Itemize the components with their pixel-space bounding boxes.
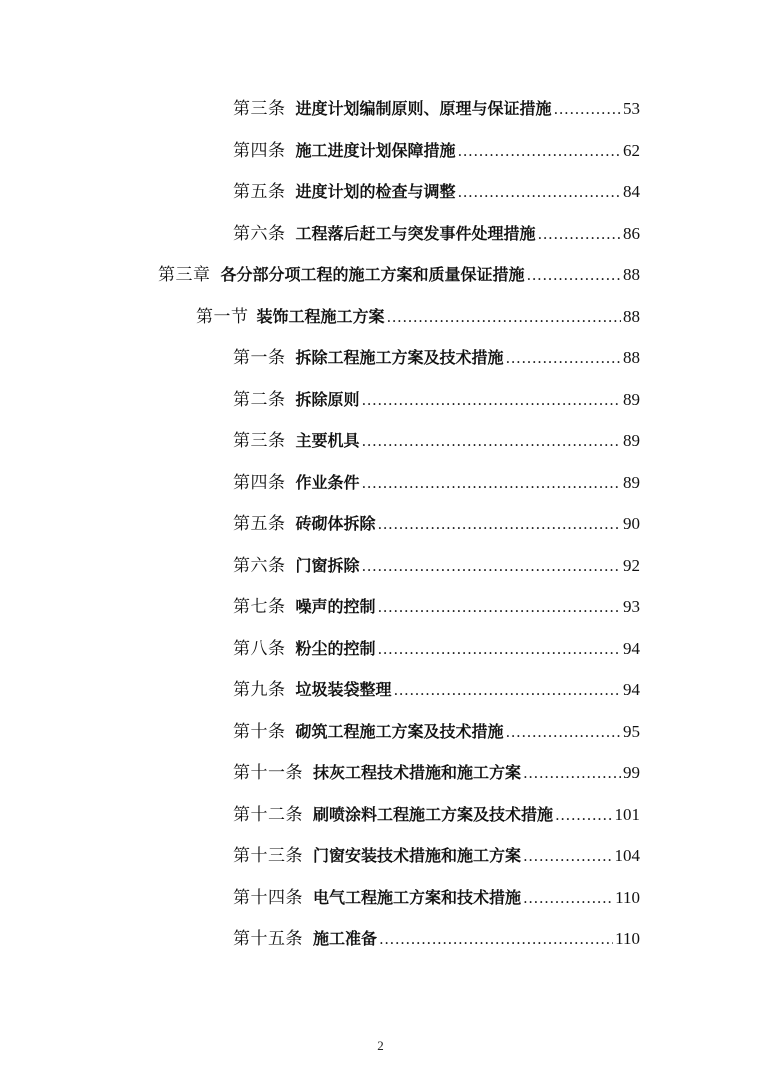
toc-entry[interactable] <box>233 717 640 747</box>
toc-dot-leader <box>387 302 621 332</box>
toc-entry[interactable] <box>233 385 640 415</box>
toc-dot-leader <box>527 260 621 290</box>
page-number: 2 <box>377 1038 384 1053</box>
toc-entry-label: 第五条 <box>233 514 286 534</box>
toc-dot-leader <box>378 634 621 664</box>
toc-entry-title: 刷喷涂料工程施工方案及技术措施 <box>313 805 554 824</box>
toc-entry-label: 第十四条 <box>233 888 303 908</box>
toc-entry-page: 94 <box>623 680 640 699</box>
toc-entry-label: 第三章 <box>158 265 211 285</box>
toc-entry-title: 垃圾装袋整理 <box>295 680 392 699</box>
toc-entry-page: 104 <box>614 846 640 865</box>
toc-entry[interactable] <box>233 592 640 622</box>
toc-entry-page: 89 <box>623 390 640 409</box>
toc-entry-page: 99 <box>623 763 640 782</box>
toc-entry-label: 第五条 <box>233 182 286 202</box>
toc-entry-label: 第九条 <box>233 680 286 700</box>
toc-entry[interactable] <box>233 468 640 498</box>
toc-entry-page: 88 <box>623 348 640 367</box>
toc-entry-page: 89 <box>623 473 640 492</box>
toc-dot-leader <box>523 841 612 871</box>
toc-entry-page: 95 <box>623 722 640 741</box>
toc-entry[interactable] <box>233 634 640 664</box>
toc-entry[interactable] <box>233 924 640 954</box>
toc-entry-page: 110 <box>615 888 640 907</box>
toc-entry-title: 各分部分项工程的施工方案和质量保证措施 <box>220 265 525 284</box>
toc-entry-section[interactable] <box>196 302 640 332</box>
toc-dot-leader <box>362 551 621 581</box>
toc-entry-page: 62 <box>623 141 640 160</box>
toc-entry[interactable] <box>233 883 640 913</box>
toc-entry-label: 第八条 <box>233 639 286 659</box>
toc-entry-page: 88 <box>623 307 640 326</box>
toc-entry-chapter[interactable] <box>158 260 640 290</box>
toc-dot-leader <box>538 219 621 249</box>
toc-entry[interactable] <box>233 426 640 456</box>
toc-entry-label: 第十二条 <box>233 805 303 825</box>
toc-entry-label: 第一条 <box>233 348 286 368</box>
toc-entry[interactable] <box>233 675 640 705</box>
toc-dot-leader <box>362 385 621 415</box>
toc-entry-label: 第二条 <box>233 390 286 410</box>
toc-entry-title: 进度计划编制原则、原理与保证措施 <box>295 99 552 118</box>
toc-entry-label: 第三条 <box>233 431 286 451</box>
toc-entry-title: 砌筑工程施工方案及技术措施 <box>295 722 504 741</box>
toc-entry-page: 90 <box>623 514 640 533</box>
toc-entry-page: 93 <box>623 597 640 616</box>
toc-entry[interactable] <box>233 551 640 581</box>
toc-entry-title: 施工准备 <box>313 929 378 948</box>
toc-entry[interactable] <box>233 800 640 830</box>
toc-entry-title: 电气工程施工方案和技术措施 <box>313 888 522 907</box>
toc-entry-page: 94 <box>623 639 640 658</box>
toc-dot-leader <box>362 426 621 456</box>
toc-entry-label: 第十条 <box>233 722 286 742</box>
toc-entry-label: 第十五条 <box>233 929 303 949</box>
toc-entry-page: 92 <box>623 556 640 575</box>
toc-entry-label: 第四条 <box>233 473 286 493</box>
toc-entry-title: 砖砌体拆除 <box>295 514 376 533</box>
toc-dot-leader <box>378 592 621 622</box>
toc-entry-title: 施工进度计划保障措施 <box>295 141 456 160</box>
toc-dot-leader <box>506 343 621 373</box>
toc-entry-title: 工程落后赶工与突发事件处理措施 <box>295 224 536 243</box>
toc-entry[interactable] <box>233 177 640 207</box>
toc-entry-page: 88 <box>623 265 640 284</box>
toc-dot-leader <box>394 675 621 705</box>
toc-dot-leader <box>555 800 612 830</box>
toc-dot-leader <box>458 136 621 166</box>
toc-entry-label: 第四条 <box>233 141 286 161</box>
toc-entry[interactable] <box>233 841 640 871</box>
toc-entry-title: 噪声的控制 <box>295 597 376 616</box>
toc-entry-title: 门窗拆除 <box>295 556 360 575</box>
toc-dot-leader <box>362 468 621 498</box>
toc-entry-page: 86 <box>623 224 640 243</box>
toc-dot-leader <box>378 509 621 539</box>
toc-dot-leader <box>523 758 621 788</box>
toc-entry-title: 拆除原则 <box>295 390 360 409</box>
toc-entry-title: 抹灰工程技术措施和施工方案 <box>313 763 522 782</box>
toc-entry-title: 作业条件 <box>295 473 360 492</box>
toc-entry-label: 第六条 <box>233 224 286 244</box>
toc-entry[interactable] <box>233 219 640 249</box>
toc-entry[interactable] <box>233 136 640 166</box>
toc-entry-title: 拆除工程施工方案及技术措施 <box>295 348 504 367</box>
toc-entry-title: 主要机具 <box>295 431 360 450</box>
toc-entry-page: 89 <box>623 431 640 450</box>
toc-entry-label: 第十三条 <box>233 846 303 866</box>
toc-entry-label: 第六条 <box>233 556 286 576</box>
toc-entry-label: 第十一条 <box>233 763 303 783</box>
toc-entry-label: 第七条 <box>233 597 286 617</box>
toc-entry-page: 101 <box>614 805 640 824</box>
toc-dot-leader <box>523 883 613 913</box>
toc-dot-leader <box>554 94 621 124</box>
toc-entry-title: 粉尘的控制 <box>295 639 376 658</box>
toc-entry[interactable] <box>233 94 640 124</box>
toc-entry-page: 84 <box>623 182 640 201</box>
toc-dot-leader <box>458 177 621 207</box>
toc-dot-leader <box>506 717 621 747</box>
toc-entry-title: 进度计划的检查与调整 <box>295 182 456 201</box>
toc-entry-page: 110 <box>615 929 640 948</box>
toc-dot-leader <box>379 924 613 954</box>
toc-entry-title: 装饰工程施工方案 <box>256 307 385 326</box>
toc-entry-label: 第一节 <box>196 307 249 327</box>
toc-entry-page: 53 <box>623 99 640 118</box>
toc-entry[interactable] <box>233 758 640 788</box>
toc-entry[interactable] <box>233 343 640 373</box>
toc-entry[interactable] <box>233 509 640 539</box>
toc-entry-title: 门窗安装技术措施和施工方案 <box>313 846 522 865</box>
toc-entry-label: 第三条 <box>233 99 286 119</box>
